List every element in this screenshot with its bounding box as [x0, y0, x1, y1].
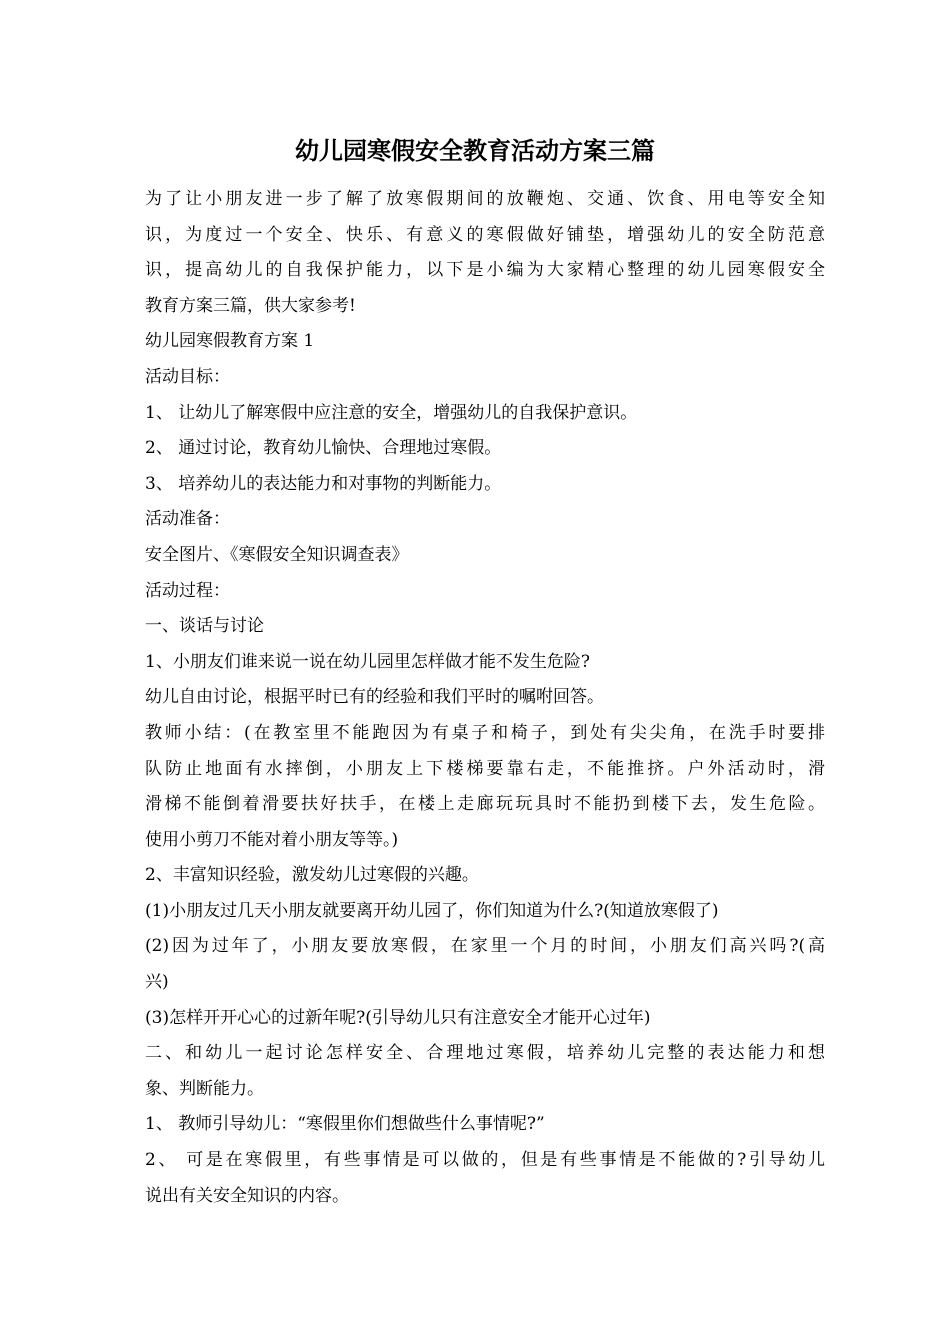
paragraph-line: 教育方案三篇，供大家参考! — [145, 295, 356, 316]
paragraph-line: 二、和幼儿一起讨论怎样安全、合理地过寒假，培养幼儿完整的表达能力和想 — [145, 1043, 825, 1064]
paragraph-line: 安全图片、《寒假安全知识调查表》 — [145, 544, 409, 565]
paragraph-line: 3、 培养幼儿的表达能力和对事物的判断能力。 — [145, 473, 502, 494]
paragraph-line: 说出有关安全知识的内容。 — [145, 1185, 349, 1206]
paragraph-line: 使用小剪刀不能对着小朋友等等。) — [145, 829, 399, 850]
paragraph-line: 1、 教师引导幼儿：“寒假里你们想做些什么事情呢?” — [145, 1114, 545, 1135]
paragraph-line: 2、 通过讨论，教育幼儿愉快、合理地过寒假。 — [145, 438, 502, 459]
paragraph-line: (2)因为过年了，小朋友要放寒假，在家里一个月的时间，小朋友们高兴吗?(高 — [145, 936, 825, 957]
paragraph-line: 教师小结：(在教室里不能跑因为有桌子和椅子，到处有尖尖角，在洗手时要排 — [145, 722, 825, 743]
document-body — [145, 182, 825, 1214]
paragraph-line: 1、 让幼儿了解寒假中应注意的安全，增强幼儿的自我保护意识。 — [145, 402, 638, 423]
paragraph-line: (3)怎样开开心心的过新年呢?(引导幼儿只有注意安全才能开心过年) — [145, 1007, 651, 1028]
paragraph-line: 幼儿园寒假教育方案 1 — [145, 331, 315, 352]
paragraph-line: 幼儿自由讨论，根据平时已有的经验和我们平时的嘱咐回答。 — [145, 687, 604, 708]
paragraph-line: 活动准备： — [145, 509, 230, 530]
paragraph-line: 滑梯不能倒着滑要扶好扶手，在楼上走廊玩玩具时不能扔到楼下去，发生危险。 — [145, 794, 825, 815]
paragraph-line: 识，为度过一个安全、快乐、有意义的寒假做好铺垫，增强幼儿的安全防范意 — [145, 224, 825, 245]
paragraph-line: 活动过程： — [145, 580, 230, 601]
paragraph-line: 活动目标： — [145, 366, 230, 387]
paragraph-line: 为了让小朋友进一步了解了放寒假期间的放鞭炮、交通、饮食、用电等安全知 — [145, 189, 825, 209]
paragraph-line: 识，提高幼儿的自我保护能力，以下是小编为大家精心整理的幼儿园寒假安全 — [145, 260, 825, 281]
paragraph-line: 队防止地面有水摔倒，小朋友上下楼梯要靠右走，不能推挤。户外活动时，滑 — [145, 758, 825, 779]
paragraph-line: 2、丰富知识经验，激发幼儿过寒假的兴趣。 — [145, 865, 479, 886]
paragraph-line: 象、判断能力。 — [145, 1078, 264, 1099]
document-title: 幼儿园寒假安全教育活动方案三篇 — [295, 136, 655, 165]
paragraph-line: 兴) — [145, 972, 169, 993]
paragraph-line: 2、 可是在寒假里，有些事情是可以做的，但是有些事情是不能做的?引导幼儿 — [145, 1150, 825, 1171]
paragraph-line: 一、谈话与讨论 — [145, 616, 264, 637]
paragraph-line: (1)小朋友过几天小朋友就要离开幼儿园了，你们知道为什么?(知道放寒假了) — [145, 900, 719, 921]
paragraph-line: 1、小朋友们谁来说一说在幼儿园里怎样做才能不发生危险? — [145, 651, 590, 672]
